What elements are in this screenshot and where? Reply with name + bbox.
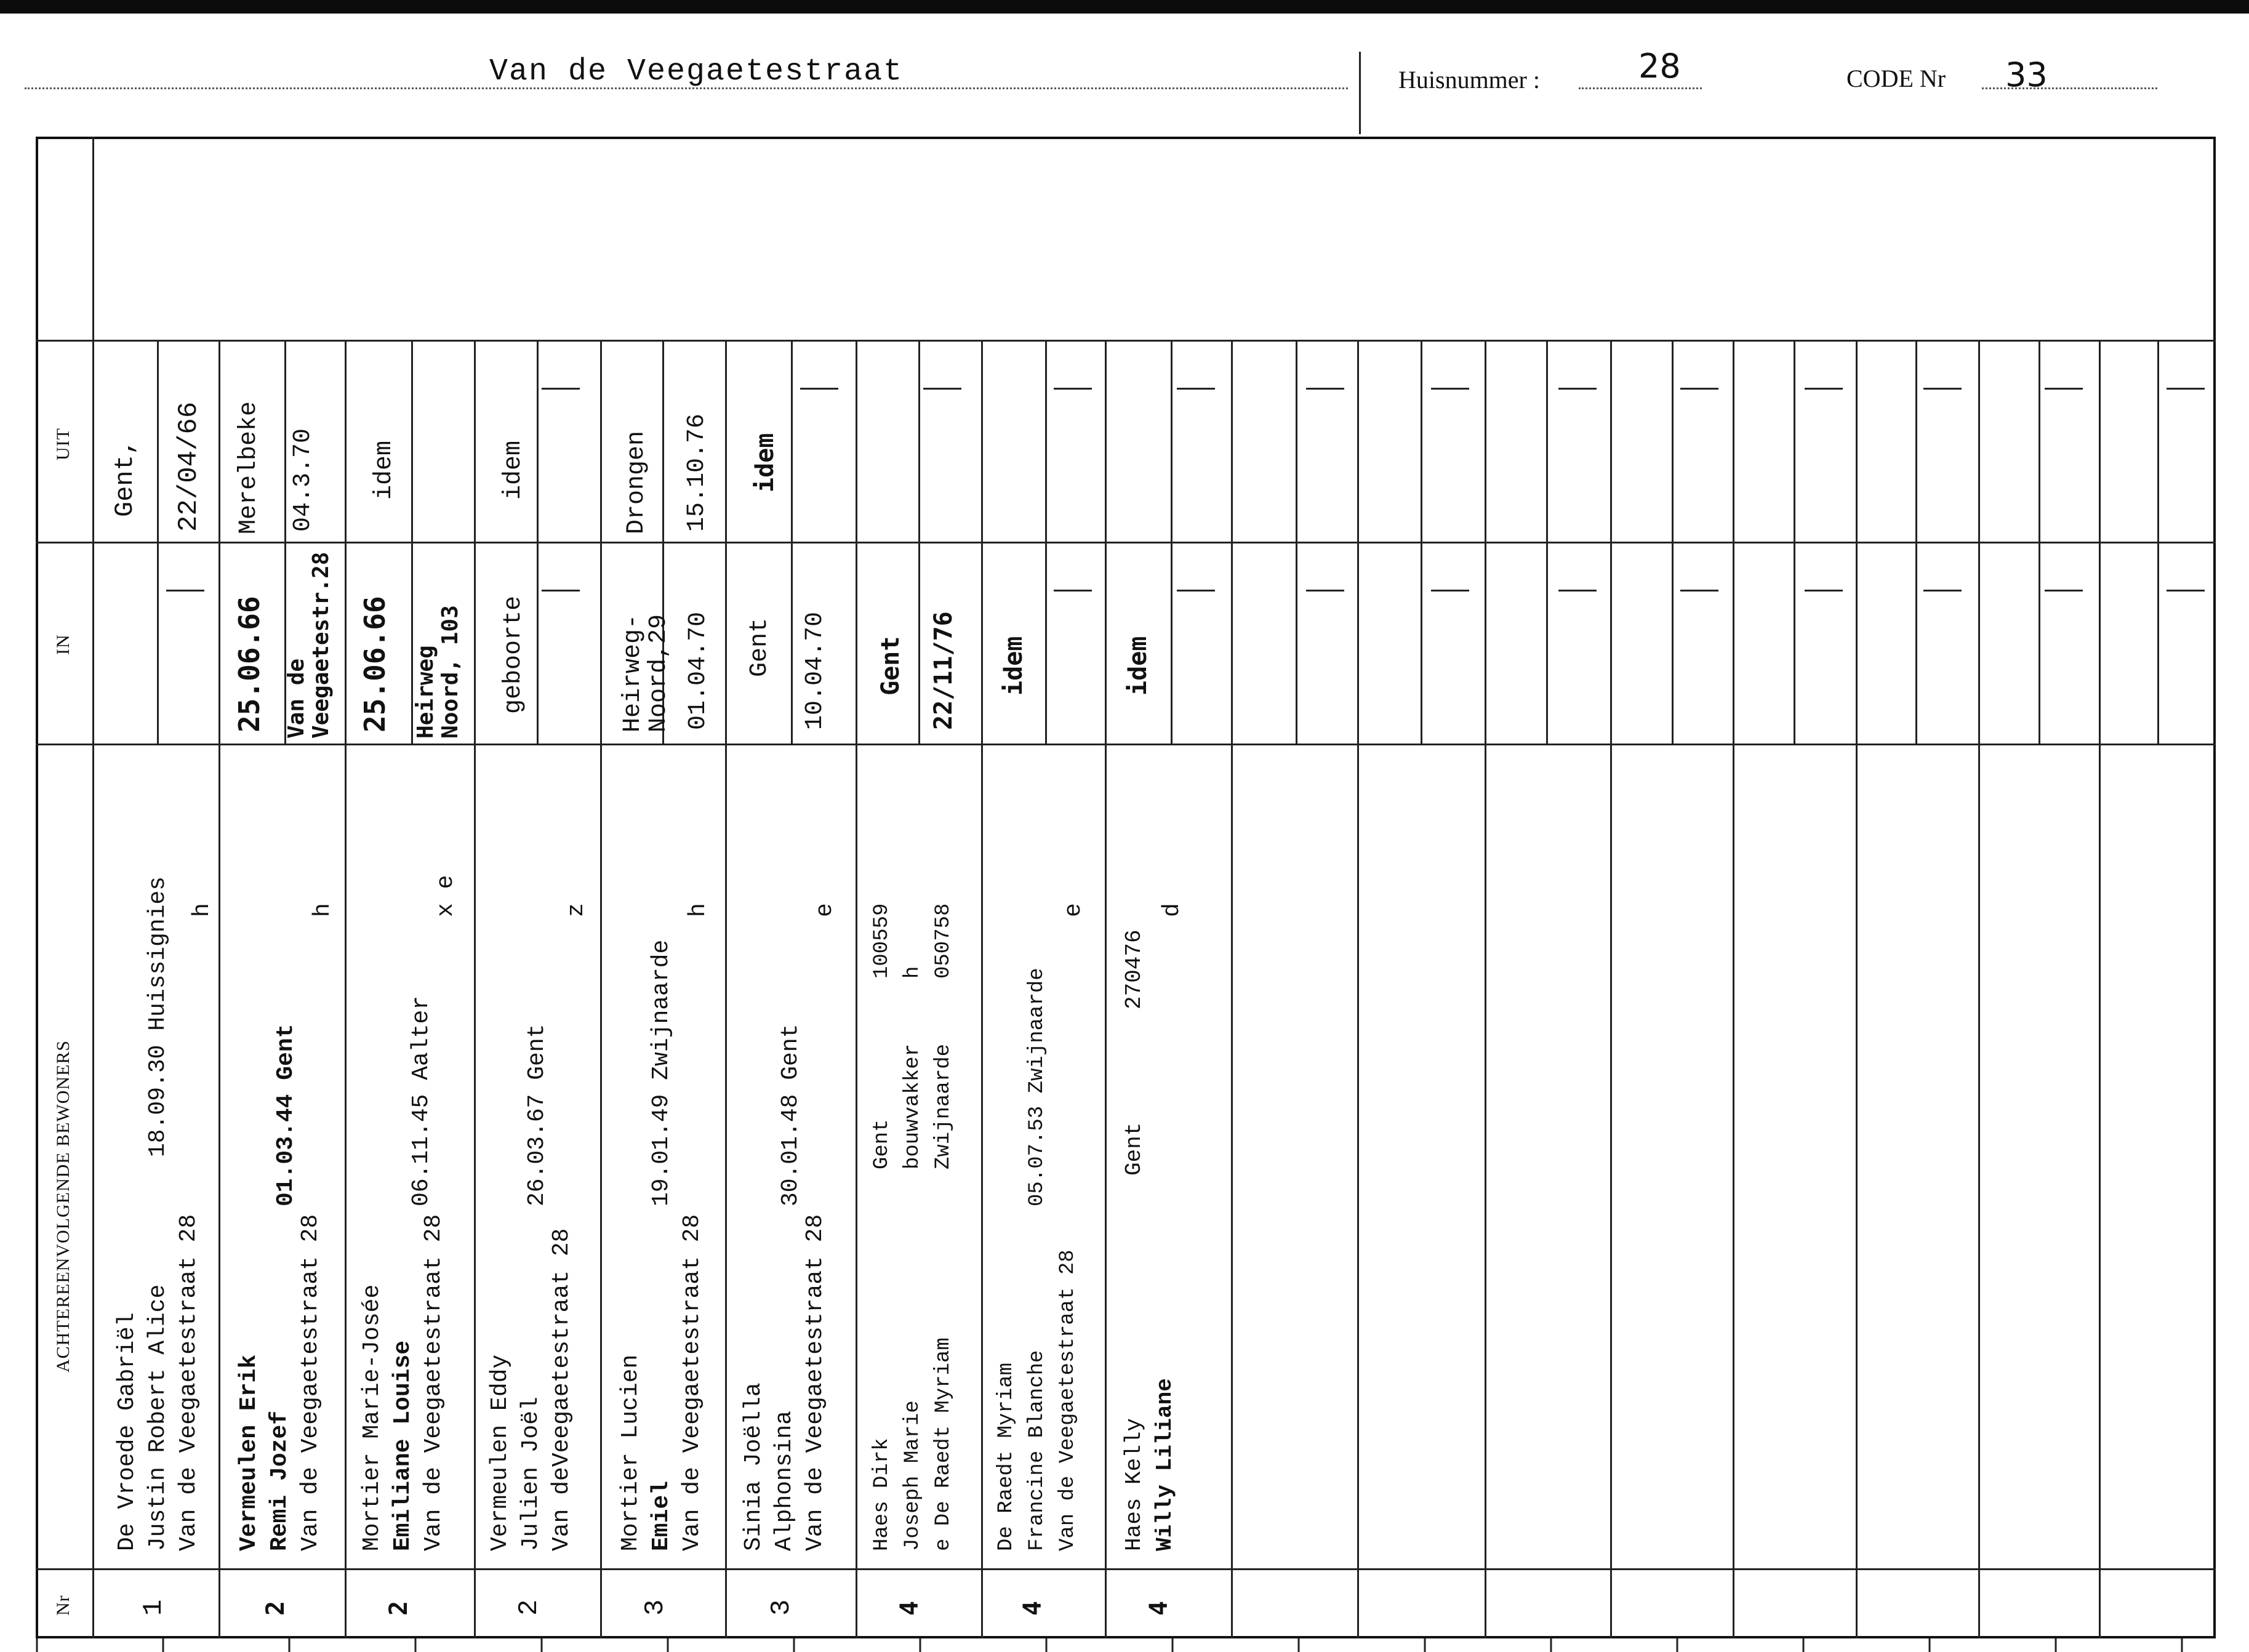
resident-7-number-1: 100559 [870,903,894,979]
sub-column-divider [1546,340,1548,542]
column-divider [218,340,220,1638]
column-divider [1485,340,1486,1638]
resident-3-nr: 2 [385,1600,413,1616]
resident-3-name-1: Mortier Marie-Josée [359,1284,385,1551]
sub-column-divider [918,542,920,744]
row-divider-nr [92,1568,2216,1570]
resident-8-names [991,1249,1083,1551]
resident-4-in-text: geboorte [500,595,527,714]
resident-9-birthplace: Gent [1121,1122,1147,1176]
label-divider-1 [36,340,92,342]
sub-column-divider [537,340,539,542]
huisnummer-value: 28 [1638,47,1681,86]
sub-column-divider [791,340,793,542]
resident-4-name-2: Julien Joël [518,1397,544,1551]
label-divider-3 [36,744,92,745]
sub-column-divider [157,542,159,744]
sub-column-divider [1171,340,1173,542]
sub-column-divider [2157,542,2159,744]
resident-3-code: x e [433,875,459,917]
resident-7-in-date: 22/11/76 [929,611,958,730]
column-divider [1105,340,1107,1638]
resident-4-address: Van deVeegaetestraat 28 [548,1228,575,1551]
resident-3-in-address: Heirweg Noord, 103 [413,605,463,739]
resident-2-in-date: 25.06.66 [233,596,266,732]
empty-entry-dash [1177,388,1215,390]
sub-column-divider [284,340,286,542]
sub-column-divider [1672,542,1674,744]
sub-column-divider [918,340,920,542]
sub-column-divider [157,340,159,542]
empty-entry-dash [542,388,580,390]
bottom-edge-ticks [0,1638,2249,1652]
resident-7-number-2: 050758 [932,903,955,979]
resident-5-uit-date: 15.10.76 [683,413,711,532]
huisnummer-label: Huisnummer : [1398,66,1540,94]
empty-entry-dash [1805,388,1843,390]
resident-3-uit-place: idem [371,440,398,500]
resident-2-nr: 2 [262,1600,290,1616]
resident-6-nr: 3 [766,1599,797,1616]
resident-2-address: Van de Veegaetestraat 28 [297,1214,324,1551]
header-divider [1359,52,1361,134]
empty-entry-dash [1923,590,1962,591]
resident-9-name-1: Haes Kelly [1121,1417,1147,1551]
resident-2-uit-place: Merelbeke [235,401,263,534]
empty-entry-dash [1558,590,1597,591]
resident-1-address: Van de Veegaetestraat 28 [175,1214,202,1551]
resident-6-name-2: Alphonsina [771,1410,798,1551]
resident-1-uit-date: 22/04/66 [174,401,204,532]
resident-4-uit-place: idem [500,440,527,500]
resident-6-code: e [812,903,838,917]
resident-9-names [1119,1378,1181,1551]
code-value: 33 [2005,55,2048,94]
label-column-divider [92,137,94,1638]
sub-column-divider [791,542,793,744]
resident-8-address: Van de Veegaetestraat 28 [1056,1249,1080,1551]
resident-9-code: d [1159,903,1185,917]
resident-7-code: h [901,966,924,979]
sub-column-divider [1915,542,1917,744]
resident-1-names [112,1214,204,1551]
column-divider [856,340,857,1638]
column-divider [981,340,983,1638]
resident-9-in-place: idem [1124,636,1152,696]
column-divider [2099,340,2101,1638]
resident-7-nr: 4 [896,1600,924,1616]
empty-entry-dash [542,590,580,591]
empty-entry-dash [2167,388,2205,390]
resident-1-name-1: De Vroede Gabriël [114,1312,140,1551]
resident-5-name-2: Emiel [648,1480,675,1551]
sub-column-divider [2157,340,2159,542]
empty-entry-dash [1805,590,1843,591]
resident-9-number: 270476 [1121,929,1147,1009]
resident-3-birth: 06.11.45 Aalter [408,995,435,1206]
sub-column-divider [2039,340,2040,542]
resident-4-name-1: Vermeulen Eddy [487,1354,513,1551]
resident-5-name-1: Mortier Lucien [617,1354,644,1551]
sub-column-divider [1045,340,1047,542]
label-divider-4 [36,1568,92,1570]
column-divider [600,340,602,1638]
resident-6-address: Van de Veegaetestraat 28 [802,1214,828,1551]
sub-column-divider [1672,340,1674,542]
resident-7-occupation: bouwvakker [901,1043,924,1169]
resident-7-name-1: Haes Dirk [870,1438,894,1551]
sub-column-divider [2039,542,2040,744]
empty-entry-dash [800,388,838,390]
resident-9-name-2: Willy Liliane [1152,1378,1177,1551]
empty-entry-dash [1306,388,1344,390]
empty-entry-dash [1177,590,1215,591]
resident-9-nr: 4 [1145,1600,1173,1616]
resident-8-code: e [1060,903,1087,917]
empty-entry-dash [923,388,961,390]
empty-entry-dash [1054,590,1092,591]
column-divider [1231,340,1233,1638]
resident-1-uit-place: Gent, [110,439,140,517]
column-divider [1733,340,1734,1638]
sub-column-divider [1045,542,1047,744]
empty-entry-dash [2167,590,2205,591]
resident-4-names [485,1229,577,1552]
sub-column-divider [1794,542,1795,744]
resident-7-partner-place: Zwijnaarde [932,1043,955,1169]
empty-entry-dash [1558,388,1597,390]
resident-7-name-3: e De Raedt Myriam [932,1337,955,1551]
resident-6-in-date: 10.04.70 [801,611,829,730]
resident-5-uit-place: Drongen [623,430,651,534]
resident-5-names [615,1214,708,1551]
empty-entry-dash [1431,388,1469,390]
resident-5-nr: 3 [640,1599,671,1616]
resident-2-code: h [310,903,336,917]
column-divider [1856,340,1858,1638]
row-divider-in-bewoners [92,744,2216,745]
sub-column-divider [1421,340,1422,542]
resident-6-names [739,1214,831,1551]
column-divider [725,340,727,1638]
resident-6-uit-place: idem [751,433,779,492]
label-divider-2 [36,542,92,543]
empty-entry-dash [1306,590,1344,591]
sub-column-divider [1915,340,1917,542]
resident-5-code: h [685,903,712,917]
column-divider [1978,340,1980,1638]
resident-7-numbers [867,904,959,979]
resident-3-address: Van de Veegaetestraat 28 [420,1214,447,1551]
sub-column-divider [1794,340,1795,542]
empty-entry-dash [1680,590,1718,591]
resident-1-birth: 18.09.30 Huissignies [145,876,171,1157]
resident-4-birth: 26.03.67 Gent [524,1024,550,1206]
in-label: IN [53,634,73,655]
resident-5-in-address: Heirweg-Noord,29 [619,614,673,732]
resident-3-names [357,1214,449,1551]
empty-entry-dash [1680,388,1718,390]
sub-column-divider [1421,542,1422,744]
column-divider [1357,340,1359,1638]
sub-column-divider [1296,340,1297,542]
empty-entry-dash [1054,388,1092,390]
resident-7-birthplace: Gent [870,1119,894,1169]
bewoners-label: ACHTEREENVOLGENDE BEWONERS [53,1040,73,1373]
column-divider [345,340,347,1638]
resident-2-in-address: Van de Veegaetestr.28 [284,551,334,739]
empty-entry-dash [1923,388,1962,390]
resident-2-name-2: Remi Jozef [267,1410,293,1551]
sub-column-divider [537,542,539,744]
empty-entry-dash [2045,590,2083,591]
resident-8-birth: 05.07.53 Zwijnaarde [1025,968,1049,1206]
column-divider [1610,340,1612,1638]
resident-8-name-2: Francine Blanche [1025,1350,1049,1551]
resident-7-details [867,1044,959,1169]
resident-7-in-place: Gent [876,636,905,696]
sub-column-divider [411,340,413,542]
resident-6-name-1: Sinia Joëlla [740,1382,767,1551]
column-divider [474,340,476,1638]
empty-entry-dash [1431,590,1469,591]
huisnummer-line [1579,87,1702,89]
street-name: Van de Veegaetestraat [489,54,904,89]
resident-6-birth: 30.01.48 Gent [777,1024,804,1206]
resident-4-nr: 2 [514,1599,545,1616]
resident-4-code: z [563,903,590,917]
resident-5-address: Van de Veegaetestraat 28 [679,1214,705,1551]
code-label: CODE Nr [1846,65,1946,92]
resident-2-uit-date: 04.3.70 [289,428,317,532]
resident-2-name-1: Vermeulen Erik [236,1354,262,1551]
empty-entry-dash [2045,388,2083,390]
sub-column-divider [1296,542,1297,744]
sub-column-divider [1546,542,1548,744]
resident-8-name-1: De Raedt Myriam [995,1362,1018,1551]
nr-label: Nr [53,1595,73,1616]
resident-5-in-date: 01.04.70 [684,611,712,730]
resident-1-nr: 1 [138,1599,169,1616]
sub-column-divider [662,340,664,542]
resident-7-name-2: Joseph Marie [901,1400,924,1551]
resident-1-code: h [189,903,215,917]
resident-2-birth: 01.03.44 Gent [273,1024,299,1206]
resident-6-in-place: Gent [746,617,774,677]
resident-8-nr: 4 [1019,1600,1047,1616]
resident-8-in-place: idem [1000,636,1028,696]
resident-2-names [234,1214,326,1551]
resident-7-names [867,1337,959,1551]
sub-column-divider [1171,542,1173,744]
resident-1-name-2: Justin Robert Alice [145,1284,171,1551]
resident-3-in-date: 25.06.66 [358,596,391,732]
resident-5-birth: 19.01.49 Zwijnaarde [648,939,675,1206]
resident-3-name-2: Emiliane Louise [390,1340,416,1551]
uit-label: UIT [53,428,73,460]
empty-entry-dash [166,590,204,591]
scan-top-edge [0,0,2249,14]
